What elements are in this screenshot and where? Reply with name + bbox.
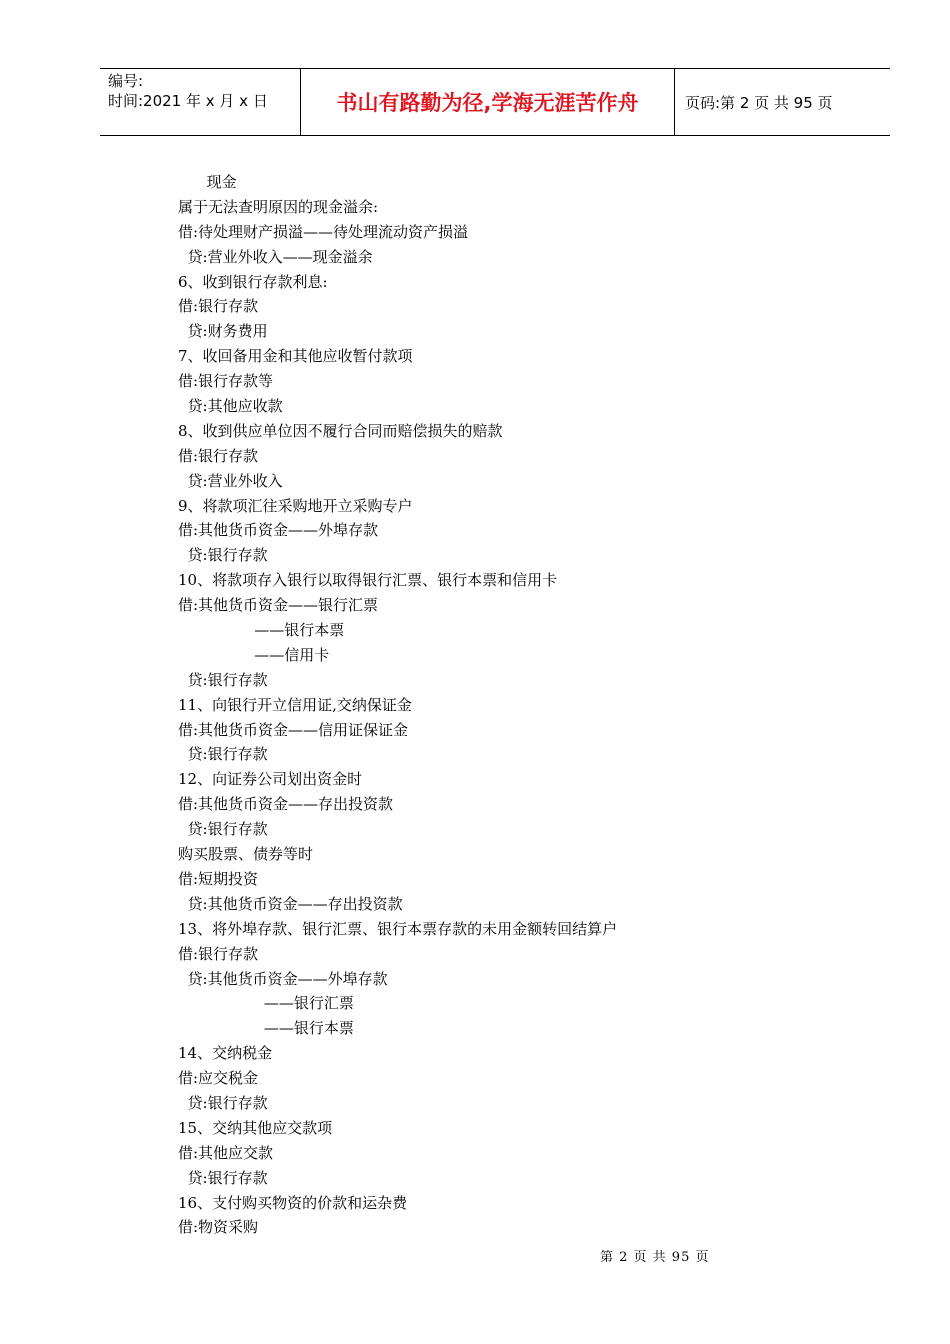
text-line: 借:银行存款 xyxy=(178,446,259,465)
text-line: 借:其他货币资金——外埠存款 xyxy=(178,521,379,540)
document-time-label: 时间:2021 年 x 月 x 日 xyxy=(108,92,268,110)
text-line: 借:银行存款 xyxy=(178,297,259,316)
text-line: ——银行本票 xyxy=(178,1019,354,1038)
text-line: 13、将外埠存款、银行汇票、银行本票存款的未用金额转回结算户 xyxy=(178,919,618,938)
text-line: 12、向证券公司划出资金时 xyxy=(178,770,363,789)
text-line: 贷:银行存款 xyxy=(178,1093,268,1112)
text-line: 贷:营业外收入——现金溢余 xyxy=(178,247,373,266)
text-line: 贷:银行存款 xyxy=(178,1168,268,1187)
text-line: 贷:银行存款 xyxy=(178,820,268,839)
document-body xyxy=(178,170,798,1240)
text-line: 借:应交税金 xyxy=(178,1069,259,1088)
text-line: 8、收到供应单位因不履行合同而赔偿损失的赔款 xyxy=(178,421,503,440)
text-line: 现金 xyxy=(178,173,237,191)
text-line: ——信用卡 xyxy=(178,645,330,664)
text-line: 贷:其他应收款 xyxy=(178,397,283,416)
text-line: 贷:银行存款 xyxy=(178,546,268,565)
text-line: 10、将款项存入银行以取得银行汇票、银行本票和信用卡 xyxy=(178,571,558,590)
text-line: 11、向银行开立信用证,交纳保证金 xyxy=(178,695,412,714)
text-line: 借:其他货币资金——银行汇票 xyxy=(178,596,379,615)
document-number-label: 编号: xyxy=(108,72,144,90)
text-line: 贷:其他货币资金——外埠存款 xyxy=(178,969,388,988)
text-line: 借:待处理财产损溢——待处理流动资产损溢 xyxy=(178,222,469,241)
text-line: ——银行汇票 xyxy=(178,994,354,1013)
text-line: 借:短期投资 xyxy=(178,869,259,888)
text-line: 16、支付购买物资的价款和运杂费 xyxy=(178,1193,408,1212)
text-line: 购买股票、债券等时 xyxy=(178,845,314,864)
text-line: 借:其他货币资金——信用证保证金 xyxy=(178,720,409,739)
text-line: ——银行本票 xyxy=(178,621,345,640)
text-line: 借:其他应交款 xyxy=(178,1143,274,1162)
text-line: 贷:财务费用 xyxy=(178,322,268,341)
text-line: 属于无法查明原因的现金溢余: xyxy=(178,197,379,216)
text-line: 贷:银行存款 xyxy=(178,745,268,764)
text-line: 借:物资采购 xyxy=(178,1218,259,1237)
header-meta xyxy=(100,69,301,135)
text-line: 14、交纳税金 xyxy=(178,1044,273,1063)
text-line: 贷:其他货币资金——存出投资款 xyxy=(178,894,403,913)
text-line: 借:银行存款等 xyxy=(178,372,274,391)
header-motto: 书山有路勤为径,学海无涯苦作舟 xyxy=(301,69,675,135)
page-footer: 第 2 页 共 95 页 xyxy=(600,1250,710,1265)
text-line: 借:银行存款 xyxy=(178,944,259,963)
text-line: 7、收回备用金和其他应收暂付款项 xyxy=(178,347,413,366)
page-header xyxy=(100,68,890,136)
text-line: 15、交纳其他应交款项 xyxy=(178,1118,333,1137)
header-page-number: 页码:第 2 页 共 95 页 xyxy=(685,93,833,112)
text-line: 6、收到银行存款利息: xyxy=(178,272,328,291)
text-line: 借:其他货币资金——存出投资款 xyxy=(178,795,394,814)
text-line: 贷:营业外收入 xyxy=(178,471,283,490)
text-line: 9、将款项汇往采购地开立采购专户 xyxy=(178,496,413,515)
text-line: 贷:银行存款 xyxy=(178,670,268,689)
